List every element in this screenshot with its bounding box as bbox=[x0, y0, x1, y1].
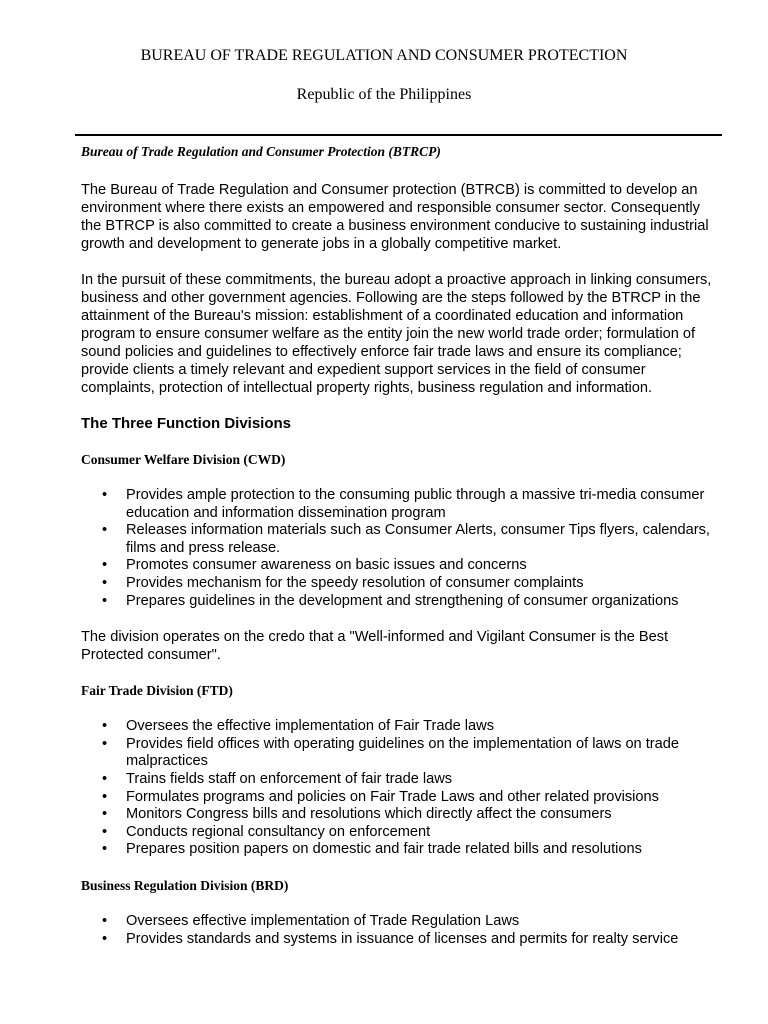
list-item-text: Prepares guidelines in the development and strengthening of consumer organizations bbox=[126, 592, 679, 609]
bullet-icon: • bbox=[102, 718, 108, 735]
bullet-icon: • bbox=[102, 487, 108, 503]
intro-paragraph-2: In the pursuit of these commitments, the bureau adopt a proactive approach in linking consumers, business and other government agencies. Following are the steps followed by the BTRCP in the attainment of the Bureau's mission: establishment of a coordinated education and information program to ensure consumer welfare as the entity join the new world trade order; formulation of sound policies and guidelines to effectively enforce fair trade laws and ensure its compliance; provide clients a timely relevant and expedient support services in the field of consumer complaints, protection of intellectual property rights, business regulation and information. bbox=[81, 272, 712, 396]
list-item-text: Trains fields staff on enforcement of fair trade laws bbox=[126, 770, 453, 787]
document-subtitle: Republic of the Philippines bbox=[296, 86, 472, 103]
bullet-icon: • bbox=[102, 823, 108, 840]
list-item-text: Conducts regional consultancy on enforcement bbox=[126, 823, 431, 840]
list-item bbox=[81, 841, 721, 859]
bullet-icon: • bbox=[102, 574, 108, 591]
bullet-icon: • bbox=[102, 806, 108, 823]
ftd-list bbox=[81, 718, 721, 859]
brd-heading: Business Regulation Division (BRD) bbox=[81, 877, 289, 893]
list-item bbox=[81, 487, 721, 522]
list-item bbox=[81, 931, 721, 949]
list-item bbox=[81, 913, 721, 931]
cwd-heading: Consumer Welfare Division (CWD) bbox=[81, 452, 286, 467]
bullet-icon: • bbox=[102, 770, 108, 787]
bullet-icon: • bbox=[102, 522, 108, 539]
list-item-text: Provides ample protection to the consuming public through a massive tri-media consumer education and information dissemination program bbox=[126, 487, 705, 521]
document-body bbox=[81, 143, 721, 966]
list-item bbox=[81, 522, 721, 557]
list-item bbox=[81, 824, 721, 842]
bullet-icon: • bbox=[102, 557, 108, 574]
bullet-icon: • bbox=[102, 841, 108, 858]
intro-paragraph-1: The Bureau of Trade Regulation and Consumer protection (BTRCB) is committed to develop an environment where there exists an empowered and responsible consumer sector. Consequently the BTRCP is also committed to create a business environment conducive to sustaining industrial growth and development to generate jobs in a globally competitive market. bbox=[81, 182, 709, 252]
list-item-text: Provides mechanism for the speedy resolution of consumer complaints bbox=[126, 574, 584, 591]
list-item bbox=[81, 736, 721, 771]
list-item-text: Formulates programs and policies on Fair Trade Laws and other related provisions bbox=[126, 788, 659, 805]
document-title: BUREAU OF TRADE REGULATION AND CONSUMER PROTECTION bbox=[140, 47, 628, 64]
list-item-text: Promotes consumer awareness on basic issues and concerns bbox=[126, 557, 527, 574]
bullet-icon: • bbox=[102, 735, 108, 752]
brd-list bbox=[81, 913, 721, 948]
list-item-text: Oversees effective implementation of Trade Regulation Laws bbox=[126, 912, 520, 929]
bullet-icon: • bbox=[102, 930, 108, 947]
list-item-text: Oversees the effective implementation of Fair Trade laws bbox=[126, 718, 494, 735]
list-item bbox=[81, 789, 721, 807]
list-item bbox=[81, 771, 721, 789]
bullet-icon: • bbox=[102, 912, 108, 929]
header-divider bbox=[75, 134, 722, 136]
list-item-text: Releases information materials such as Consumer Alerts, consumer Tips flyers, calendars, films and press release. bbox=[126, 522, 710, 556]
list-item-text: Provides standards and systems in issuance of licenses and permits for realty service bbox=[126, 930, 679, 947]
ftd-heading: Fair Trade Division (FTD) bbox=[81, 683, 233, 699]
cwd-list bbox=[81, 487, 721, 610]
list-item bbox=[81, 718, 721, 736]
section-heading: The Three Function Divisions bbox=[81, 415, 292, 432]
list-item-text: Prepares position papers on domestic and fair trade related bills and resolutions bbox=[126, 841, 642, 858]
cwd-credo: The division operates on the credo that a "Well-informed and Vigilant Consumer is the Best Protected consumer". bbox=[81, 629, 669, 664]
bullet-icon: • bbox=[102, 592, 108, 609]
bullet-icon: • bbox=[102, 788, 108, 805]
list-item bbox=[81, 557, 721, 575]
list-item-text: Provides field offices with operating guidelines on the implementation of laws on trade malpractices bbox=[126, 735, 679, 770]
list-item bbox=[81, 593, 721, 611]
list-item-text: Monitors Congress bills and resolutions which directly affect the consumers bbox=[126, 806, 612, 823]
intro-heading: Bureau of Trade Regulation and Consumer Protection (BTRCP) bbox=[81, 144, 441, 159]
list-item bbox=[81, 575, 721, 593]
list-item bbox=[81, 806, 721, 824]
